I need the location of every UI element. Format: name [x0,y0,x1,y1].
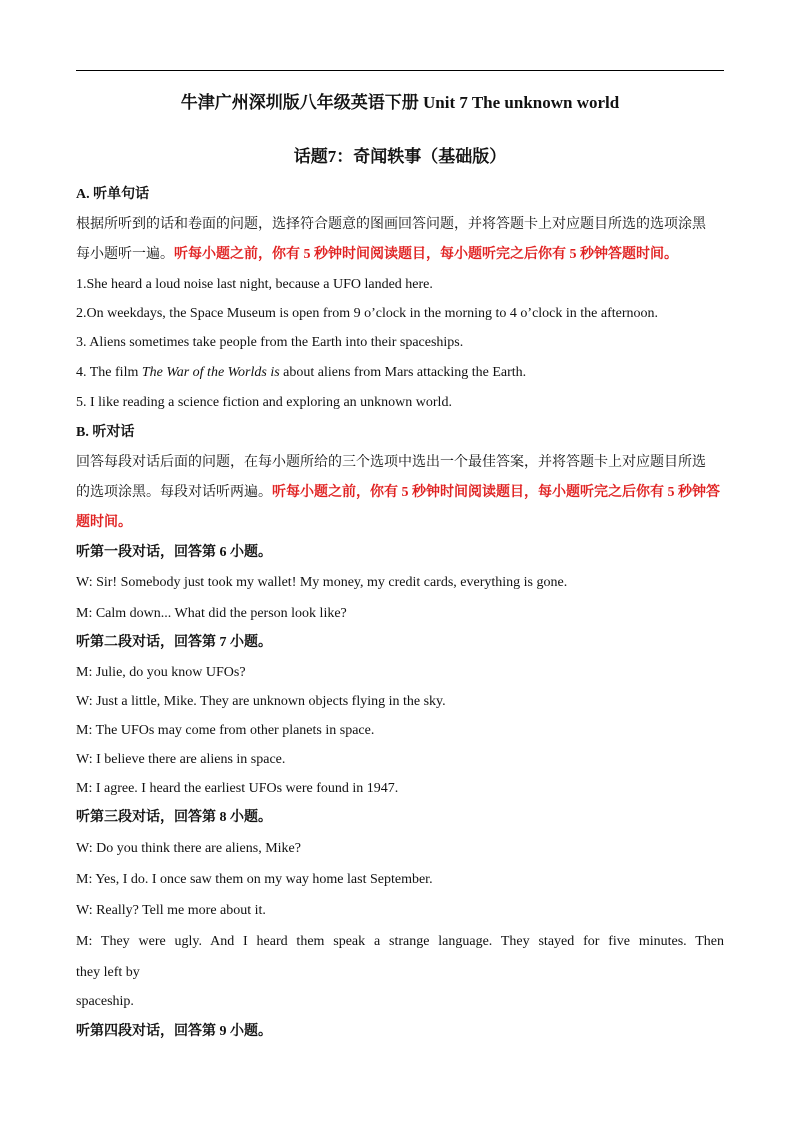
sentence-4-post: about aliens from Mars attacking the Earth. [279,365,527,380]
dialogue-3-heading: 听第三段对话，回答第 8 小题。 [76,810,272,825]
dialogue-1-heading: 听第一段对话，回答第 6 小题。 [76,545,272,560]
section-a-instruction-1: 根据所听到的话和卷面的问题，选择符合题意的图画回答问题，并将答题卡上对应题目所选的选项涂黑 [76,217,706,232]
dialogue-1-line-1: W: Sir! Somebody just took my wallet! My money, my credit cards, everything is gone. [76,575,568,590]
dialogue-3-line-2: M: Yes, I do. I once saw them on my way home last September. [76,872,433,887]
dialogue-2-line-2: W: Just a little, Mike. They are unknown objects flying in the sky. [76,694,446,709]
dialogue-4-heading: 听第四段对话，回答第 9 小题。 [76,1024,272,1039]
section-b-timing-note: 听每小题之前，你有 5 秒钟时间阅读题目，每小题听完之后你有 5 秒钟答 [272,485,720,500]
section-a-timing-note: 听每小题之前，你有 5 秒钟时间阅读题目，每小题听完之后你有 5 秒钟答题时间。 [174,247,678,262]
section-b-heading: B. 听对话 [76,425,135,440]
dialogue-2-line-3: M: The UFOs may come from other planets in space. [76,723,375,738]
dialogue-3-line-1: W: Do you think there are aliens, Mike? [76,841,301,856]
sentence-2: 2.On weekdays, the Space Museum is open from 9 o’clock in the morning to 4 o’clock in the afternoon. [76,306,659,321]
document-title: 牛津广州深圳版八年级英语下册 Unit 7 The unknown world [180,93,620,112]
dialogue-2-line-1: M: Julie, do you know UFOs? [76,665,246,680]
dialogue-3-line-5: they left by [76,965,140,980]
sentence-5: 5. I like reading a science fiction and exploring an unknown world. [76,395,452,410]
section-a-instruction-2 [76,246,678,264]
header-rule [76,70,724,71]
sentence-4-pre: 4. The film [76,365,142,380]
section-b-instruction-2 [76,484,720,502]
section-a-instruction-2-text: 每小题听一遍。 [76,247,174,262]
section-b-instruction-1: 回答每段对话后面的问题，在每小题所给的三个选项中选出一个最佳答案，并将答题卡上对应题目所选 [76,455,706,470]
sentence-3: 3. Aliens sometimes take people from the Earth into their spaceships. [76,335,464,350]
dialogue-3-line-4: M: They were ugly. And I heard them speak a strange language. They stayed for five minutes. Then [76,934,724,949]
dialogue-2-line-5: M: I agree. I heard the earliest UFOs were found in 1947. [76,781,399,796]
sentence-4 [76,364,526,382]
section-b-instruction-2-text: 的选项涂黑。每段对话听两遍。 [76,485,272,500]
dialogue-3-line-3: W: Really? Tell me more about it. [76,903,266,918]
dialogue-2-line-4: W: I believe there are aliens in space. [76,752,286,767]
film-title: The War of the Worlds is [141,365,280,380]
dialogue-1-line-2: M: Calm down... What did the person look like? [76,606,347,621]
dialogue-2-heading: 听第二段对话，回答第 7 小题。 [76,635,272,650]
section-a-heading: A. 听单句话 [76,187,150,202]
topic-subtitle: 话题7：奇闻轶事（基础版） [293,147,507,166]
dialogue-3-line-6: spaceship. [76,994,134,1009]
section-b-timing-note-end: 题时间。 [76,515,132,530]
sentence-1: 1.She heard a loud noise last night, because a UFO landed here. [76,277,433,292]
